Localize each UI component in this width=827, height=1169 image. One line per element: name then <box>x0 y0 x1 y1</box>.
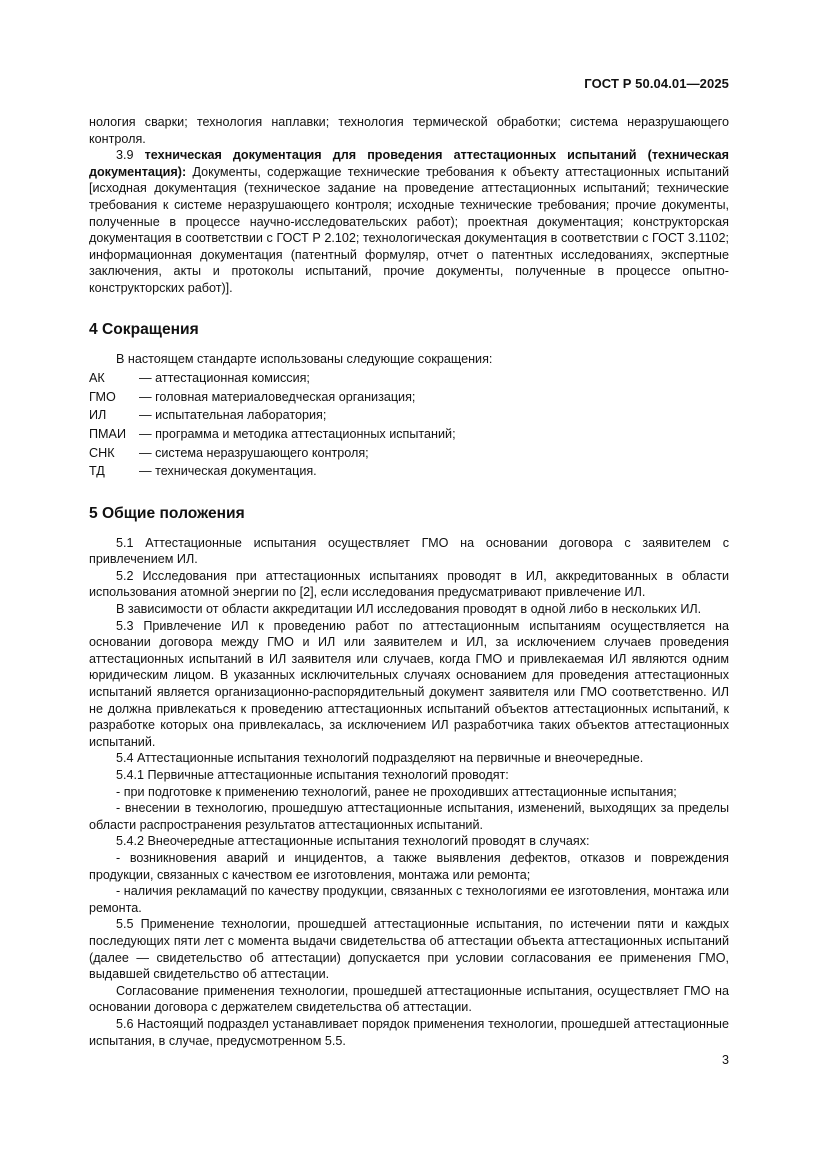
list-item-5-4-1-a: - при подготовке к применению технологий, ранее не проходивших аттестационные испытания; <box>116 784 677 799</box>
abbreviation-desc: — головная материаловедческая организация; <box>139 389 416 404</box>
section-5-title: 5 Общие положения <box>89 504 245 522</box>
page-number: 3 <box>721 1053 729 1067</box>
abbreviations-list <box>89 369 729 481</box>
abbreviation-item <box>89 444 729 463</box>
list-item-5-4-1-b: - внесении в технологию, прошедшую аттестационные испытания, изменений, выходящих за пределы области распространения результатов аттестационных испытаний. <box>89 801 729 832</box>
abbreviation-desc: — программа и методика аттестационных испытаний; <box>139 426 456 441</box>
abbreviation-item <box>89 369 729 388</box>
definition-text: Документы, содержащие технические требования к объекту аттестационных испытаний [исходная документация (техническое задание на проведение аттестационных испытаний; технические требования к системе неразрушающего контроля; исходные технические требования; прочие документы, полученные в процессе научно-исследовательских работ); проектная документация; конструкторская документация в соответствии с ГОСТ Р 2.102; технологическая документация в соответствии с ГОСТ 3.1102; информационная документация (патентный формуляр, отчет о патентных исследованиях, экспертные заключения, акты и протоколы испытаний, прочие документы, полученные в процессе опытно-конструкторских работ)]. <box>89 164 729 295</box>
abbreviation-code: СНК <box>89 445 115 460</box>
definition-3-9 <box>89 147 729 296</box>
abbreviation-code: ТД <box>89 464 105 479</box>
paragraph-5-2-accreditation: В зависимости от области аккредитации ИЛ исследования проводят в одной либо в нескольких ИЛ. <box>116 602 702 617</box>
definition-term: техническая документация для проведения аттестационных испытаний (техническая документация): <box>89 148 730 179</box>
abbreviation-code: ИЛ <box>89 408 107 423</box>
list-item-5-4-2-b: - наличия рекламаций по качеству продукции, связанных с технологиями ее изготовления, монтажа или ремонта. <box>89 884 729 915</box>
paragraph-5-4-1: 5.4.1 Первичные аттестационные испытания технологий проводят: <box>116 768 509 782</box>
abbreviation-item <box>89 425 729 444</box>
section-4-intro: В настоящем стандарте использованы следующие сокращения: <box>116 351 493 366</box>
abbreviation-desc: — система неразрушающего контроля; <box>139 445 369 460</box>
paragraph-5-4-2: 5.4.2 Внеочередные аттестационные испытания технологий проводят в случаях: <box>116 834 590 849</box>
abbreviation-code: ГМО <box>89 389 116 404</box>
document-page <box>89 0 729 1169</box>
section-4-title: 4 Сокращения <box>89 320 199 338</box>
definition-number: 3.9 <box>116 148 134 163</box>
abbreviation-item <box>89 406 729 425</box>
list-item-5-4-2-a: - возникновения аварий и инцидентов, а также выявления дефектов, отказов и повреждения продукции, связанных с качеством ее изготовления, монтажа или ремонта; <box>89 850 729 882</box>
paragraph-5-3: 5.3 Привлечение ИЛ к проведению работ по аттестационным испытаниям осуществляется на основании договора между ГМО и ИЛ или заявителем и ИЛ, за исключением случаев проведения аттестационных испытаний в ИЛ заявителя или случаев, когда ГМО и привлекаемая ИЛ являются одним юридическим лицом. В указанных исключительных случаях основанием для проведения аттестационных испытаний является организационно-распорядительный документ заявителя или ГМО соответственно. ИЛ не должна привлекаться к проведению аттестационных испытаний объектов аттестационных испытаний, к разработке которых она привлекалась, за исключением ИЛ разработчика таких объектов аттестационных испытаний. <box>89 618 729 749</box>
abbreviation-desc: — аттестационная комиссия; <box>139 371 310 386</box>
document-header-id: ГОСТ Р 50.04.01—2025 <box>584 76 729 91</box>
abbreviation-desc: — испытательная лаборатория; <box>139 408 327 423</box>
abbreviation-item <box>89 462 729 481</box>
abbreviation-item <box>89 388 729 407</box>
paragraph-5-2: 5.2 Исследования при аттестационных испытаниях проводят в ИЛ, аккредитованных в области использования атомной энергии по [2], если исследования предусматривают привлечение ИЛ. <box>89 568 729 600</box>
abbreviation-desc: — техническая документация. <box>139 464 317 479</box>
paragraph-5-4: 5.4 Аттестационные испытания технологий подразделяют на первичные и внеочередные. <box>116 751 644 766</box>
paragraph-5-5-approval: Согласование применения технологии, прошедшей аттестационные испытания, осуществляет ГМО на основании договора с держателем свидетельства об аттестации. <box>89 983 729 1015</box>
abbreviation-code: ПМАИ <box>89 426 126 441</box>
abbreviation-code: АК <box>89 371 105 386</box>
paragraph-5-1: 5.1 Аттестационные испытания осуществляет ГМО на основании договора с заявителем с привлечением ИЛ. <box>89 535 729 567</box>
document-body <box>89 114 729 1049</box>
paragraph-5-5: 5.5 Применение технологии, прошедшей аттестационные испытания, по истечении пяти и каждых последующих пяти лет с момента выдачи свидетельства об аттестации объекта аттестационных испытаний (далее — свидетельство об аттестации) допускается при условии согласования ее применения ГМО, выдавшей свидетельство об аттестации. <box>89 917 729 982</box>
paragraph-5-6: 5.6 Настоящий подраздел устанавливает порядок применения технологии, прошедшей аттестационные испытания, в случае, предусмотренном 5.5. <box>89 1016 729 1048</box>
intro-fragment: нология сварки; технология наплавки; технология термической обработки; система неразрушающего контроля. <box>89 115 729 146</box>
